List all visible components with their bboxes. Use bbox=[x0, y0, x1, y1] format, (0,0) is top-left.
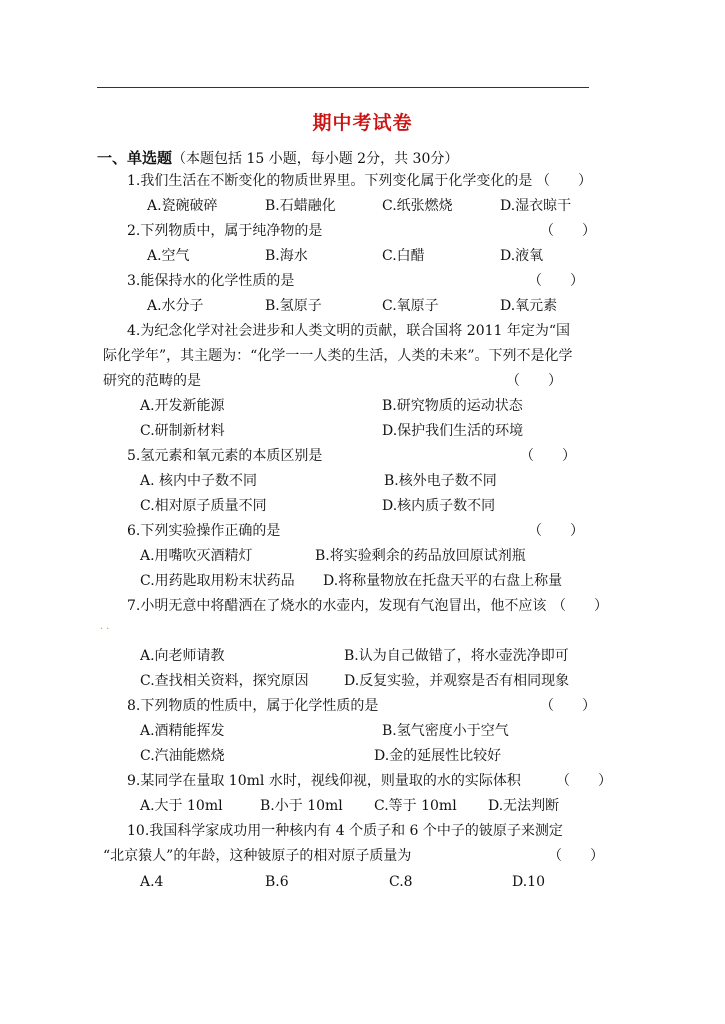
q7-option-a: A.向老师请教 bbox=[140, 648, 225, 664]
question-4-stem-line-2: 际化学年”，其主题为：“化学一一人类的生活，人类的未来”。下列不是化学 bbox=[103, 348, 573, 364]
question-7-stem: 7.小明无意中将醋洒在了烧水的水壶内，发现有气泡冒出，他不应该 bbox=[127, 598, 547, 614]
q3-option-c: C.氧原子 bbox=[382, 298, 439, 314]
question-4-stem-line-1: 4.为纪念化学对社会进步和人类文明的贡献，联合国将 2011 年定为“国 bbox=[127, 323, 571, 339]
question-5-stem: 5.氢元素和氧元素的本质区别是 bbox=[127, 448, 323, 464]
q5-option-c: C.相对原子质量不同 bbox=[140, 498, 267, 514]
q8-option-a: A.酒精能挥发 bbox=[140, 723, 225, 739]
q2-option-c: C.白醋 bbox=[382, 248, 425, 264]
question-3-stem: 3.能保持水的化学性质的是 bbox=[127, 273, 295, 289]
section-heading bbox=[97, 147, 458, 168]
stray-mark: ·· bbox=[100, 624, 113, 635]
q10-option-a: A.4 bbox=[140, 874, 164, 890]
exam-title: 期中考试卷 bbox=[312, 112, 413, 134]
section-note: （本题包括 15 小题，每小题 2分，共 30分） bbox=[172, 151, 459, 167]
question-9-stem: 9.某同学在量取 10ml 水时，视线仰视，则量取的水的实际体积 bbox=[127, 773, 521, 789]
q8-option-d: D.金的延展性比较好 bbox=[374, 748, 502, 764]
question-5-answer-paren: （ ） bbox=[520, 448, 576, 464]
q2-option-d: D.液氧 bbox=[500, 248, 544, 264]
q9-option-b: B.小于 10ml bbox=[260, 798, 343, 814]
q8-option-c: C.汽油能燃烧 bbox=[140, 748, 225, 764]
q5-option-b: B.核外电子数不同 bbox=[384, 473, 497, 489]
header-rule bbox=[97, 87, 589, 88]
question-10-answer-paren: （ ） bbox=[548, 848, 604, 864]
question-10-stem-line-2: “北京猿人”的年龄，这种铍原子的相对原子质量为 bbox=[103, 848, 412, 864]
q1-option-c: C.纸张燃烧 bbox=[382, 198, 453, 214]
q4-option-b: B.研究物质的运动状态 bbox=[382, 398, 523, 414]
question-1-stem: 1.我们生活在不断变化的物质世界里。下列变化属于化学变化的是 bbox=[127, 173, 533, 189]
q2-option-a: A.空气 bbox=[147, 248, 190, 264]
question-6-stem: 6.下列实验操作正确的是 bbox=[127, 523, 281, 539]
question-6-answer-paren: （ ） bbox=[528, 523, 584, 539]
q4-option-a: A.开发新能源 bbox=[140, 398, 225, 414]
q1-option-b: B.石蜡融化 bbox=[265, 198, 336, 214]
q5-option-d: D.核内质子数不同 bbox=[382, 498, 496, 514]
q3-option-d: D.氧元素 bbox=[500, 298, 558, 314]
question-3-answer-paren: （ ） bbox=[528, 273, 584, 289]
question-7-answer-paren: （ ） bbox=[552, 598, 608, 614]
q7-option-c: C.查找相关资料，探究原因 bbox=[140, 673, 309, 689]
q7-option-d: D.反复实验，并观察是否有相同现象 bbox=[344, 673, 570, 689]
q6-option-c: C.用药匙取用粉末状药品 bbox=[140, 573, 295, 589]
question-2-stem: 2.下列物质中，属于纯净物的是 bbox=[127, 223, 323, 239]
question-8-answer-paren: （ ） bbox=[540, 698, 596, 714]
q3-option-a: A.水分子 bbox=[147, 298, 204, 314]
q9-option-c: C.等于 10ml bbox=[374, 798, 457, 814]
question-10-stem-line-1: 10.我国科学家成功用一种核内有 4 个质子和 6 个中子的铍原子来测定 bbox=[127, 823, 563, 839]
q9-option-d: D.无法判断 bbox=[488, 798, 560, 814]
q6-option-b: B.将实验剩余的药品放回原试剂瓶 bbox=[315, 548, 526, 564]
q4-option-d: D.保护我们生活的环境 bbox=[382, 423, 524, 439]
question-9-answer-paren: （ ） bbox=[556, 773, 612, 789]
question-1-answer-paren: （ ） bbox=[536, 173, 592, 189]
q3-option-b: B.氢原子 bbox=[265, 298, 322, 314]
q6-option-a: A.用嘴吹灭酒精灯 bbox=[140, 548, 253, 564]
q10-option-b: B.6 bbox=[265, 874, 289, 890]
q5-option-a: A. 核内中子数不同 bbox=[140, 473, 258, 489]
section-label: 一、单选题 bbox=[97, 149, 173, 167]
q1-option-a: A.瓷碗破碎 bbox=[147, 198, 218, 214]
question-8-stem: 8.下列物质的性质中，属于化学性质的是 bbox=[127, 698, 379, 714]
q6-option-d: D.将称量物放在托盘天平的右盘上称量 bbox=[323, 573, 563, 589]
q2-option-b: B.海水 bbox=[265, 248, 308, 264]
q10-option-c: C.8 bbox=[389, 874, 413, 890]
question-4-stem-line-3: 研究的范畴的是 bbox=[103, 373, 201, 389]
q7-option-b: B.认为自己做错了，将水壶洗净即可 bbox=[344, 648, 569, 664]
question-2-answer-paren: （ ） bbox=[540, 223, 596, 239]
q1-option-d: D.湿衣晾干 bbox=[500, 198, 572, 214]
q4-option-c: C.研制新材料 bbox=[140, 423, 225, 439]
q8-option-b: B.氢气密度小于空气 bbox=[382, 723, 509, 739]
q10-option-d: D.10 bbox=[512, 874, 545, 890]
question-4-answer-paren: （ ） bbox=[506, 373, 562, 389]
q9-option-a: A.大于 10ml bbox=[140, 798, 223, 814]
